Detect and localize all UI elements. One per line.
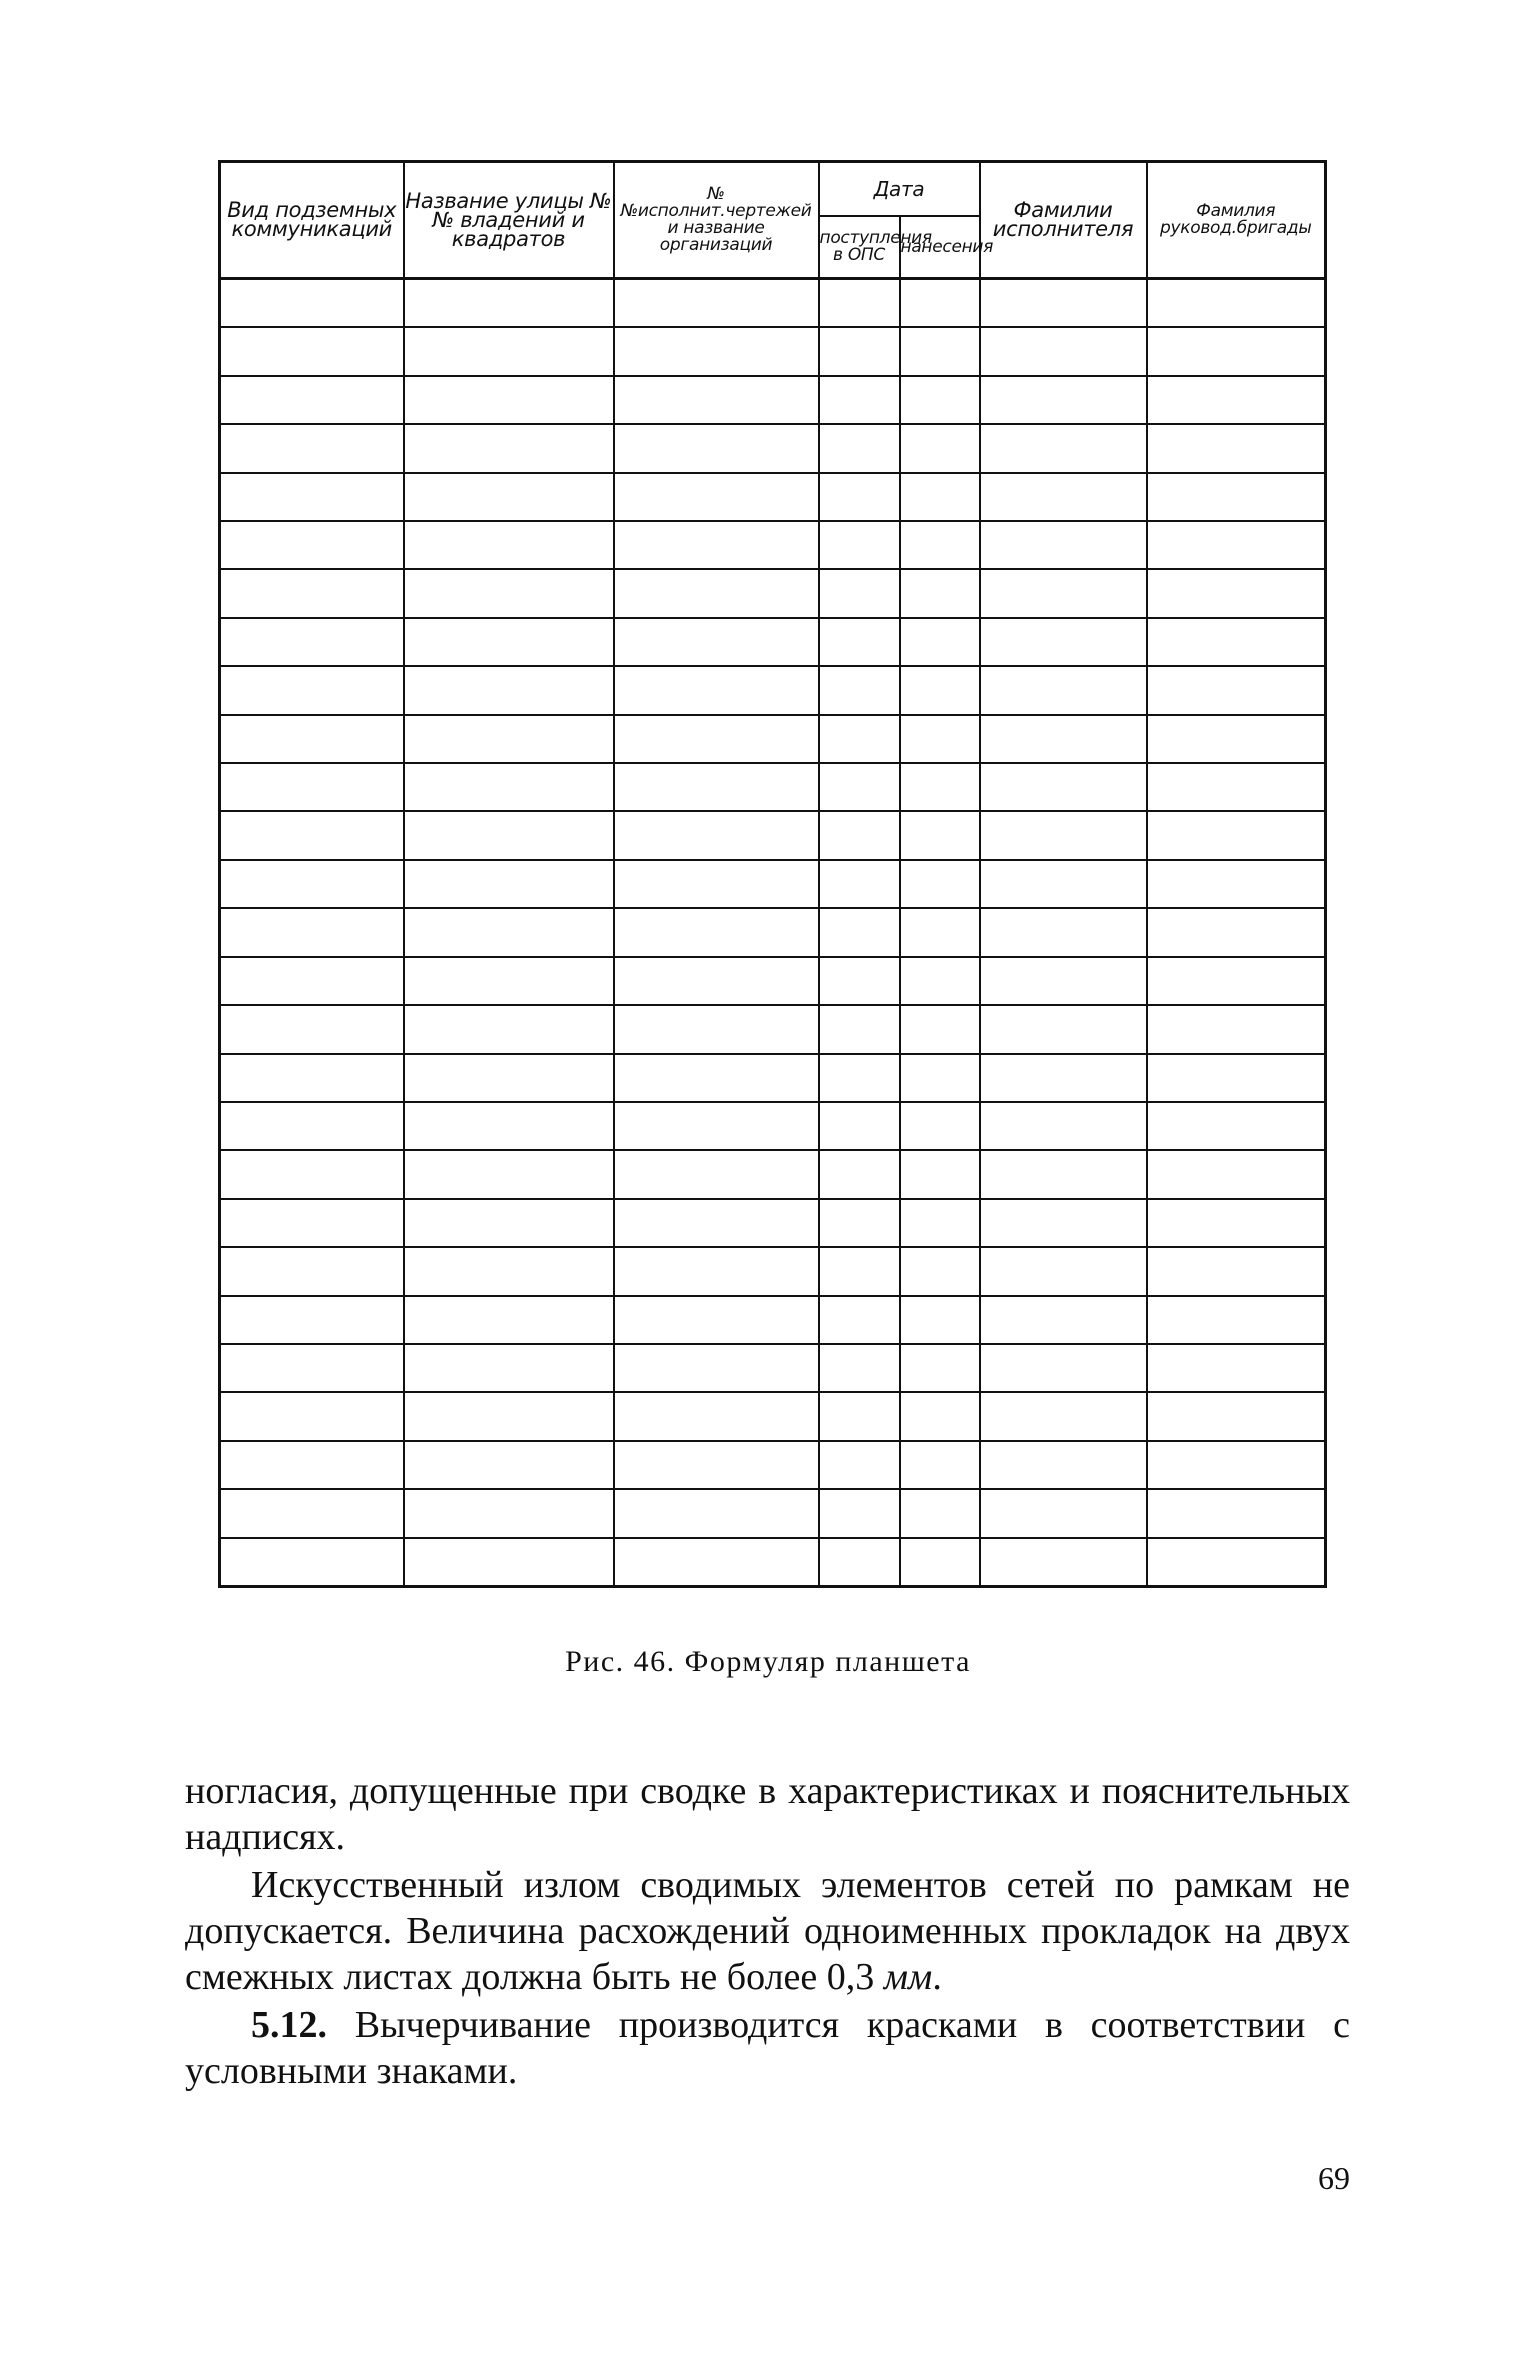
table-cell: [220, 811, 404, 859]
table-cell: [980, 424, 1147, 472]
table-cell: [614, 424, 819, 472]
table-cell: [1147, 1102, 1326, 1150]
table-cell: [220, 618, 404, 666]
table-cell: [220, 521, 404, 569]
table-row: [220, 860, 1326, 908]
table-cell: [220, 1005, 404, 1053]
table-cell: [614, 1538, 819, 1587]
table-cell: [900, 1489, 980, 1537]
table-cell: [819, 521, 900, 569]
table-cell: [980, 569, 1147, 617]
table-cell: [404, 424, 614, 472]
table-cell: [614, 521, 819, 569]
table-row: [220, 569, 1326, 617]
table-cell: [404, 1102, 614, 1150]
table-cell: [614, 811, 819, 859]
table-cell: [980, 666, 1147, 714]
header-drawing-numbers: №№исполнит.чертежей и название организаций: [614, 162, 819, 279]
table-cell: [819, 618, 900, 666]
table-cell: [220, 715, 404, 763]
section-text: Вычерчивание производится красками в соответствии с условными знаками.: [185, 2004, 1350, 2092]
table-row: [220, 1199, 1326, 1247]
table-cell: [980, 1247, 1147, 1295]
table-cell: [819, 1150, 900, 1198]
table-cell: [819, 1054, 900, 1102]
table-cell: [220, 1102, 404, 1150]
table-cell: [220, 1441, 404, 1489]
table-cell: [900, 327, 980, 375]
table-cell: [980, 1296, 1147, 1344]
table-cell: [980, 1054, 1147, 1102]
form-table-header: [220, 162, 1326, 279]
figure-caption: Рис. 46. Формуляр планшета: [565, 1645, 971, 1678]
table-cell: [614, 1005, 819, 1053]
table-row: [220, 1102, 1326, 1150]
table-cell: [819, 376, 900, 424]
table-cell: [404, 860, 614, 908]
planshet-form-table: [218, 160, 1327, 1588]
table-row: [220, 1005, 1326, 1053]
table-row: [220, 1247, 1326, 1295]
header-date-plotted: нанесения: [900, 216, 980, 279]
table-cell: [900, 569, 980, 617]
table-cell: [404, 1054, 614, 1102]
table-cell: [980, 1441, 1147, 1489]
table-cell: [614, 1102, 819, 1150]
table-row: [220, 763, 1326, 811]
table-cell: [980, 1102, 1147, 1150]
table-cell: [614, 908, 819, 956]
table-cell: [819, 473, 900, 521]
table-cell: [404, 618, 614, 666]
table-cell: [220, 1054, 404, 1102]
table-cell: [980, 957, 1147, 1005]
table-cell: [819, 1489, 900, 1537]
table-cell: [819, 1392, 900, 1440]
table-cell: [404, 1247, 614, 1295]
table-cell: [900, 666, 980, 714]
table-row: [220, 957, 1326, 1005]
table-cell: [614, 1489, 819, 1537]
table-cell: [1147, 618, 1326, 666]
table-cell: [614, 1441, 819, 1489]
header-street-name: Название улицы №№ владений и квадратов: [404, 162, 614, 279]
table-cell: [1147, 908, 1326, 956]
table-cell: [404, 569, 614, 617]
table-cell: [220, 424, 404, 472]
table-cell: [900, 763, 980, 811]
table-cell: [980, 473, 1147, 521]
table-cell: [980, 1005, 1147, 1053]
table-cell: [980, 376, 1147, 424]
table-cell: [980, 715, 1147, 763]
table-row: [220, 1538, 1326, 1587]
table-cell: [1147, 860, 1326, 908]
table-cell: [614, 763, 819, 811]
table-cell: [980, 1150, 1147, 1198]
table-cell: [220, 1150, 404, 1198]
table-cell: [819, 666, 900, 714]
table-cell: [819, 327, 900, 375]
table-cell: [614, 957, 819, 1005]
table-cell: [404, 1296, 614, 1344]
table-cell: [1147, 376, 1326, 424]
table-cell: [819, 424, 900, 472]
table-cell: [614, 1199, 819, 1247]
table-cell: [900, 473, 980, 521]
table-cell: [980, 618, 1147, 666]
table-cell: [404, 521, 614, 569]
table-cell: [614, 666, 819, 714]
paragraph-break-rule-text: Искусственный излом сводимых элементов сетей по рамкам не допускается. Величина расхождений одноименных прокладок на двух смежных листах должна быть не более 0,3: [185, 1864, 1350, 1998]
table-cell: [900, 521, 980, 569]
table-cell: [614, 618, 819, 666]
table-cell: [980, 1392, 1147, 1440]
unit-mm: мм: [883, 1956, 933, 1998]
table-cell: [900, 1199, 980, 1247]
table-cell: [900, 1538, 980, 1587]
table-cell: [1147, 957, 1326, 1005]
table-cell: [980, 1489, 1147, 1537]
table-cell: [819, 860, 900, 908]
header-executor-name: Фамилии исполнителя: [980, 162, 1147, 279]
table-cell: [1147, 279, 1326, 328]
table-cell: [220, 1538, 404, 1587]
table-cell: [220, 1199, 404, 1247]
table-cell: [819, 1247, 900, 1295]
table-cell: [404, 327, 614, 375]
table-row: [220, 376, 1326, 424]
table-cell: [614, 860, 819, 908]
table-cell: [1147, 1489, 1326, 1537]
table-cell: [220, 1296, 404, 1344]
table-cell: [900, 957, 980, 1005]
table-cell: [980, 327, 1147, 375]
table-cell: [614, 1344, 819, 1392]
table-row: [220, 666, 1326, 714]
table-cell: [819, 811, 900, 859]
table-cell: [220, 473, 404, 521]
table-cell: [614, 327, 819, 375]
table-row: [220, 1392, 1326, 1440]
table-cell: [220, 1344, 404, 1392]
table-cell: [404, 1441, 614, 1489]
table-cell: [980, 521, 1147, 569]
page-number: 69: [1318, 2160, 1350, 2196]
table-row: [220, 1344, 1326, 1392]
body-text: [185, 1768, 1350, 2094]
table-cell: [404, 1392, 614, 1440]
table-row: [220, 279, 1326, 328]
table-cell: [404, 1489, 614, 1537]
table-cell: [980, 279, 1147, 328]
table-cell: [1147, 715, 1326, 763]
table-cell: [900, 1441, 980, 1489]
table-cell: [1147, 473, 1326, 521]
table-cell: [220, 1247, 404, 1295]
table-cell: [980, 908, 1147, 956]
table-cell: [404, 957, 614, 1005]
table-cell: [900, 1296, 980, 1344]
table-row: [220, 327, 1326, 375]
table-row: [220, 715, 1326, 763]
table-cell: [614, 715, 819, 763]
table-row: [220, 811, 1326, 859]
table-cell: [220, 1392, 404, 1440]
paragraph-break-rule: [185, 1862, 1350, 2000]
table-row: [220, 1441, 1326, 1489]
table-cell: [404, 1199, 614, 1247]
table-cell: [404, 279, 614, 328]
table-cell: [1147, 1441, 1326, 1489]
table-cell: [614, 1150, 819, 1198]
header-date-received: поступления в ОПС: [819, 216, 900, 279]
table-cell: [404, 811, 614, 859]
table-cell: [980, 811, 1147, 859]
table-cell: [900, 1247, 980, 1295]
table-cell: [404, 908, 614, 956]
table-cell: [220, 763, 404, 811]
table-row: [220, 1296, 1326, 1344]
table-cell: [819, 1102, 900, 1150]
table-cell: [900, 279, 980, 328]
table-row: [220, 424, 1326, 472]
table-cell: [819, 908, 900, 956]
table-cell: [1147, 666, 1326, 714]
table-cell: [404, 1005, 614, 1053]
table-cell: [220, 376, 404, 424]
table-cell: [980, 1538, 1147, 1587]
table-cell: [900, 1150, 980, 1198]
table-cell: [404, 376, 614, 424]
table-cell: [220, 666, 404, 714]
table-row: [220, 908, 1326, 956]
table-row: [220, 473, 1326, 521]
table-cell: [819, 957, 900, 1005]
table-cell: [220, 908, 404, 956]
table-cell: [220, 279, 404, 328]
table-cell: [1147, 1296, 1326, 1344]
table-row: [220, 1489, 1326, 1537]
table-cell: [819, 1538, 900, 1587]
table-cell: [900, 1005, 980, 1053]
table-cell: [819, 1296, 900, 1344]
table-cell: [1147, 1538, 1326, 1587]
table-cell: [900, 715, 980, 763]
paragraph-section-5-12: [185, 2002, 1350, 2094]
table-cell: [819, 715, 900, 763]
table-row: [220, 618, 1326, 666]
table-cell: [404, 763, 614, 811]
table-cell: [900, 811, 980, 859]
header-utility-type: Вид подземных коммуникаций: [220, 162, 404, 279]
table-cell: [819, 1005, 900, 1053]
table-cell: [900, 1102, 980, 1150]
header-brigade-leader: Фамилия руковод.бригады: [1147, 162, 1326, 279]
table-cell: [900, 424, 980, 472]
section-number: 5.12.: [251, 2004, 327, 2046]
table-cell: [1147, 1054, 1326, 1102]
table-cell: [1147, 1344, 1326, 1392]
table-cell: [1147, 811, 1326, 859]
table-cell: [1147, 763, 1326, 811]
table-cell: [220, 860, 404, 908]
table-cell: [1147, 1005, 1326, 1053]
table-cell: [404, 1150, 614, 1198]
table-row: [220, 1054, 1326, 1102]
table-cell: [1147, 1150, 1326, 1198]
table-row: [220, 521, 1326, 569]
table-cell: [980, 1199, 1147, 1247]
table-cell: [819, 1441, 900, 1489]
table-cell: [900, 1392, 980, 1440]
table-cell: [404, 1344, 614, 1392]
table-cell: [404, 473, 614, 521]
paragraph-continuation: ногласия, допущенные при сводке в характеристиках и пояснительных надписях.: [185, 1770, 1350, 1858]
table-cell: [1147, 521, 1326, 569]
form-table-body: [220, 279, 1326, 1587]
table-cell: [404, 715, 614, 763]
table-cell: [614, 279, 819, 328]
table-cell: [1147, 424, 1326, 472]
table-cell: [1147, 1392, 1326, 1440]
table-cell: [1147, 327, 1326, 375]
header-date-group: Дата: [819, 162, 980, 217]
table-cell: [614, 1296, 819, 1344]
table-row: [220, 1150, 1326, 1198]
table-cell: [980, 763, 1147, 811]
table-cell: [900, 1054, 980, 1102]
table-cell: [220, 569, 404, 617]
table-cell: [900, 618, 980, 666]
paragraph-break-rule-end: .: [932, 1956, 942, 1998]
table-cell: [220, 957, 404, 1005]
table-cell: [614, 1392, 819, 1440]
table-cell: [900, 908, 980, 956]
table-cell: [614, 1247, 819, 1295]
table-cell: [819, 279, 900, 328]
table-cell: [614, 1054, 819, 1102]
table-cell: [980, 860, 1147, 908]
table-cell: [900, 860, 980, 908]
table-cell: [404, 666, 614, 714]
table-cell: [404, 1538, 614, 1587]
table-cell: [1147, 569, 1326, 617]
table-cell: [819, 1344, 900, 1392]
table-cell: [980, 1344, 1147, 1392]
table-cell: [819, 763, 900, 811]
table-cell: [900, 376, 980, 424]
table-cell: [220, 327, 404, 375]
table-cell: [819, 569, 900, 617]
table-cell: [614, 569, 819, 617]
table-cell: [900, 1344, 980, 1392]
table-cell: [1147, 1199, 1326, 1247]
table-cell: [819, 1199, 900, 1247]
table-cell: [1147, 1247, 1326, 1295]
table-cell: [220, 1489, 404, 1537]
table-cell: [614, 376, 819, 424]
table-cell: [614, 473, 819, 521]
